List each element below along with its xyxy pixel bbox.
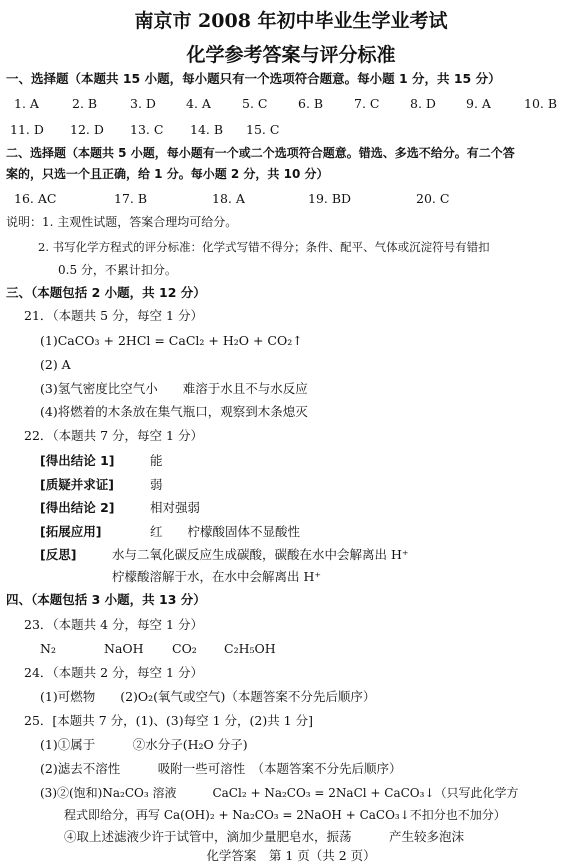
note-line-3: 0.5 分，不累计扣分。 xyxy=(58,263,177,277)
exam-subtitle: 化学参考答案与评分标准 xyxy=(186,44,396,66)
exam-title: 南京市 2008 年初中毕业生学业考试 xyxy=(134,10,448,32)
answer-item: 4. A xyxy=(186,96,211,111)
section4-heading: 四、（本题包括 3 小题，共 13 分） xyxy=(6,592,206,607)
answer-item: 5. C xyxy=(242,96,268,111)
answer-item: 16. AC xyxy=(14,191,57,206)
q23-intro: 23．（本题共 4 分，每空 1 分） xyxy=(24,617,203,632)
section2-heading-line2: 案的，只选一个且正确，给 1 分。每小题 2 分，共 10 分） xyxy=(6,167,329,181)
q22-value-5: 水与二氧化碳反应生成碳酸，碳酸在水中会解离出 H⁺ xyxy=(112,547,409,562)
section3-heading: 三、（本题包括 2 小题，共 12 分） xyxy=(6,285,206,300)
q25-answer-4: 程式即给分，再写 Ca(OH)₂ + Na₂CO₃ = 2NaOH + CaCO₃↓不扣分也不加分） xyxy=(64,808,506,822)
answer-item: 2. B xyxy=(72,96,98,111)
q22-value-3: 相对强弱 xyxy=(150,500,201,515)
answer-item: 17. B xyxy=(114,191,148,206)
q22-label-3: [得出结论 2] xyxy=(40,500,115,515)
q25-answer-1: (1)①属于 ②水分子(H₂O 分子) xyxy=(40,737,248,752)
answer-item: 6. B xyxy=(298,96,324,111)
note-line-1: 说明：1. 主观性试题，答案合理均可给分。 xyxy=(6,215,238,229)
answer-item: 18. A xyxy=(212,191,245,206)
q22-value-1: 能 xyxy=(150,453,163,468)
answer-item: 10. B xyxy=(524,96,558,111)
section1-answers-row2 xyxy=(10,122,570,138)
answer-item: C₂H₅OH xyxy=(224,641,276,656)
q21-answer-1: (1)CaCO₃ + 2HCl = CaCl₂ + H₂O + CO₂↑ xyxy=(40,333,303,348)
q22-value-4: 红 柠檬酸固体不显酸性 xyxy=(150,524,301,539)
q25-intro: 25．[本题共 7 分，(1)、(3)每空 1 分，(2)共 1 分] xyxy=(24,713,313,728)
q22-label-2: [质疑并求证] xyxy=(40,477,114,492)
page-footer: 化学答案 第 1 页（共 2 页） xyxy=(206,848,376,863)
q25-answer-3: (3)②(饱和)Na₂CO₃ 溶液 CaCl₂ + Na₂CO₃ = 2NaCl + CaCO₃↓（只写此化学方 xyxy=(40,786,519,800)
answer-item: N₂ xyxy=(40,641,56,656)
q21-intro: 21．（本题共 5 分，每空 1 分） xyxy=(24,308,203,323)
q22-label-1: [得出结论 1] xyxy=(40,453,115,468)
answer-item: 3. D xyxy=(130,96,156,111)
answer-item: 13. C xyxy=(130,122,164,137)
section1-heading: 一、选择题（本题共 15 小题，每小题只有一个选项符合题意。每小题 1 分，共 15 分） xyxy=(6,71,501,86)
section2-heading-line1: 二、选择题（本题共 5 小题，每小题有一个或二个选项符合题意。错选、多选不给分。有二个答 xyxy=(6,146,515,160)
answer-item: 1. A xyxy=(14,96,39,111)
note-line-2: 2. 书写化学方程式的评分标准：化学式写错不得分；条件、配平、气体或沉淀符号有错扣 xyxy=(38,240,490,254)
answer-item: 19. BD xyxy=(308,191,352,206)
answer-item: 7. C xyxy=(354,96,380,111)
answer-item: 15. C xyxy=(246,122,280,137)
q22-value-2: 弱 xyxy=(150,477,163,492)
answer-item: 12. D xyxy=(70,122,104,137)
q22-value-6: 柠檬酸溶解于水，在水中会解离出 H⁺ xyxy=(112,569,321,584)
q21-answer-2: (2) A xyxy=(40,357,71,372)
section2-answers xyxy=(14,191,574,207)
q25-answer-2: (2)滤去不溶性 吸附一些可溶性 （本题答案不分先后顺序） xyxy=(40,761,402,776)
answer-item: 9. A xyxy=(466,96,491,111)
q24-intro: 24．（本题共 2 分，每空 1 分） xyxy=(24,665,203,680)
q25-answer-5: ④取上述滤液少许于试管中，滴加少量肥皂水，振荡 产生较多泡沫 xyxy=(64,829,465,844)
answer-item: 11. D xyxy=(10,122,44,137)
answer-item: CO₂ xyxy=(172,641,197,656)
q22-intro: 22．（本题共 7 分，每空 1 分） xyxy=(24,428,203,443)
answer-item: NaOH xyxy=(104,641,144,656)
answer-item: 14. B xyxy=(190,122,224,137)
q22-label-4: [拓展应用] xyxy=(40,524,102,539)
q21-answer-4: (4)将燃着的木条放在集气瓶口，观察到木条熄灭 xyxy=(40,404,308,419)
q21-answer-3: (3)氢气密度比空气小 难溶于水且不与水反应 xyxy=(40,381,308,396)
section1-answers-row1 xyxy=(14,96,574,112)
q24-answer-1: (1)可燃物 (2)O₂(氧气或空气)（本题答案不分先后顺序） xyxy=(40,689,376,704)
answer-item: 8. D xyxy=(410,96,436,111)
answer-item: 20. C xyxy=(416,191,450,206)
q22-label-5: [反思] xyxy=(40,547,77,562)
q23-answers xyxy=(40,641,440,657)
